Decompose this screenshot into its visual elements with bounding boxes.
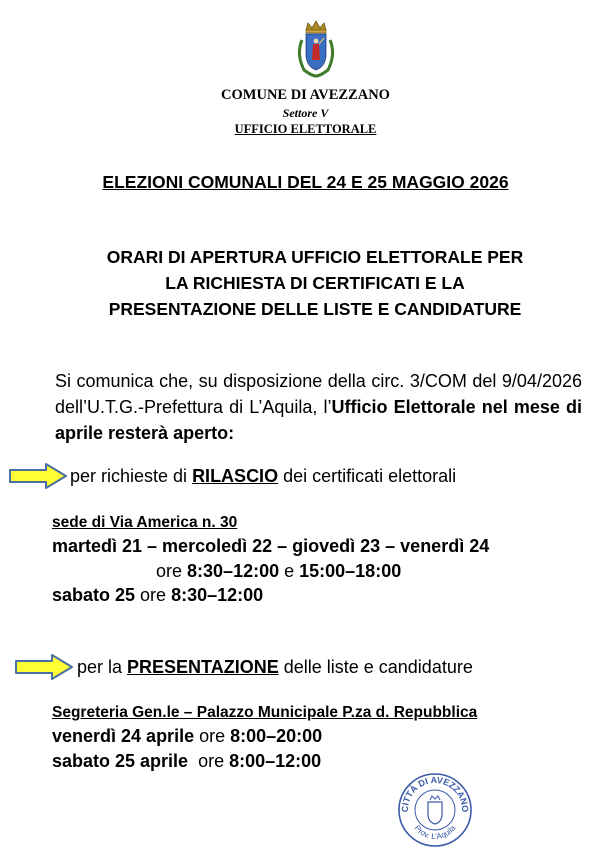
stamp-top-text: CITTÀ DI AVEZZANO <box>399 774 471 813</box>
page-title: ELEZIONI COMUNALI DEL 24 E 25 MAGGIO 2026 <box>102 172 509 192</box>
svg-text:CITTÀ DI AVEZZANO <box>400 775 470 813</box>
section2-fri-prefix: ore <box>194 726 231 746</box>
section1-sat-hours: 8:30–12:00 <box>171 585 264 605</box>
section2-sat-day: sabato 25 aprile <box>52 751 189 771</box>
section1-hours-prefix: ore <box>156 561 188 581</box>
section1-pre: per richieste di <box>70 466 193 486</box>
section1-days: martedì 21 – mercoledì 22 – giovedì 23 – venerdì 24 <box>52 536 490 556</box>
settore-label: Settore V <box>282 106 329 120</box>
section1-hours <box>156 561 401 582</box>
section1-saturday <box>52 585 263 606</box>
subtitle-line-2: LA RICHIESTA DI CERTIFICATI E LA <box>165 273 465 293</box>
section2-sat-hours: 8:00–12:00 <box>229 751 322 771</box>
section2-friday <box>52 726 322 747</box>
section1-key: RILASCIO <box>192 466 279 486</box>
section1-sat-prefix: ore <box>135 585 172 605</box>
section1-hours-b: 15:00–18:00 <box>299 561 402 581</box>
section2-saturday <box>52 751 321 772</box>
section1-post: dei certificati elettorali <box>278 466 457 486</box>
section2-heading <box>77 657 473 678</box>
stamp-bottom-text: Prov. L'Aquila <box>412 823 458 842</box>
subtitle-line-1: ORARI DI APERTURA UFFICIO ELETTORALE PER <box>106 247 524 267</box>
arrow-right-icon <box>14 653 74 681</box>
stamp-icon <box>396 770 474 848</box>
arrow-right-icon <box>8 462 68 490</box>
intro-paragraph <box>55 368 582 446</box>
comune-name: COMUNE DI AVEZZANO <box>221 87 390 103</box>
section1-heading <box>70 466 456 487</box>
section2-pre: per la <box>77 657 128 677</box>
section2-location: Segreteria Gen.le – Palazzo Municipale P.za d. Repubblica <box>52 704 478 721</box>
section2-sat-prefix: ore <box>188 751 230 771</box>
section2-fri-day: venerdì 24 aprile <box>52 726 195 746</box>
section2-post: delle liste e candidature <box>278 657 473 677</box>
intro-bold: Ufficio Elettorale nel mese di aprile resterà aperto: <box>55 397 582 443</box>
svg-text:Prov. L'Aquila <box>413 823 458 841</box>
section1-hours-sep: e <box>279 561 300 581</box>
intro-text: Si comunica che, su disposizione della circ. 3/COM del 9/04/2026 dell’U.T.G.-Prefettura di L’Aquila, l’ <box>55 371 582 417</box>
ufficio-label: UFFICIO ELETTORALE <box>234 122 377 136</box>
section2-key: PRESENTAZIONE <box>127 657 279 677</box>
section1-sat-day: sabato 25 <box>52 585 136 605</box>
subtitle-line-3: PRESENTAZIONE DELLE LISTE E CANDIDATURE <box>108 299 522 319</box>
section1-location: sede di Via America n. 30 <box>52 514 238 531</box>
section1-hours-a: 8:30–12:00 <box>187 561 280 581</box>
coat-of-arms-icon <box>294 20 338 80</box>
section2-fri-hours: 8:00–20:00 <box>230 726 323 746</box>
subtitle <box>40 244 590 322</box>
